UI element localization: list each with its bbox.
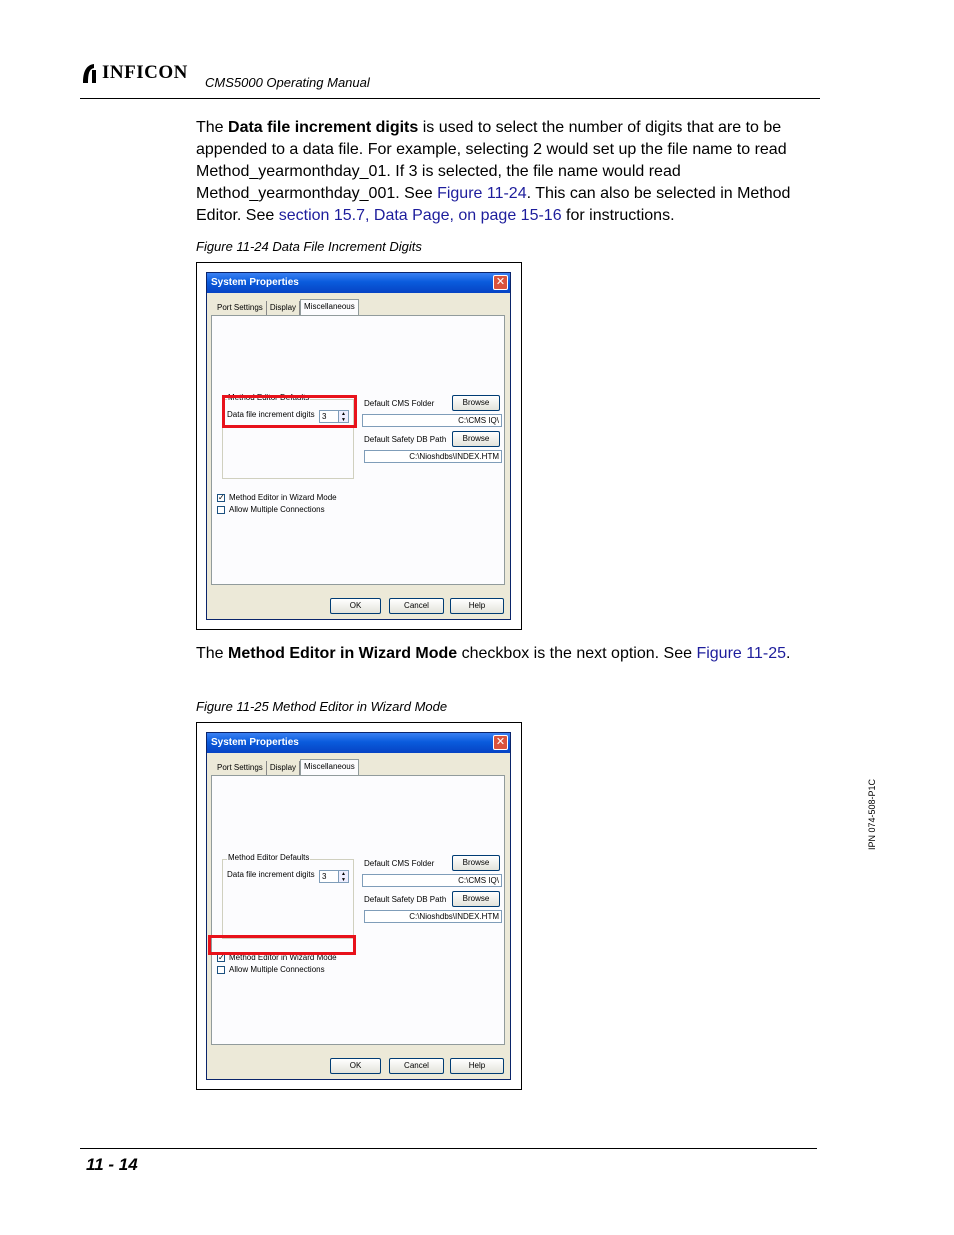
tab-port-settings[interactable]: Port Settings (214, 761, 267, 775)
cancel-button[interactable]: Cancel (389, 598, 444, 614)
text: The (196, 645, 229, 662)
digits-label: Data file increment digits (227, 410, 315, 419)
tab-strip (214, 299, 359, 315)
cancel-button[interactable]: Cancel (389, 1058, 444, 1074)
dialog-titlebar (207, 733, 510, 753)
link-figure-11-24[interactable]: Figure 11-24 (437, 185, 527, 202)
multi-connections-label: Allow Multiple Connections (229, 505, 325, 514)
bold-term: Data file increment digits (228, 119, 419, 136)
safety-db-input[interactable]: C:\Nioshdbs\INDEX.HTM (364, 910, 502, 923)
wizard-mode-label: Method Editor in Wizard Mode (229, 493, 337, 502)
figure-caption: Figure 11-25 Method Editor in Wizard Mode (196, 699, 448, 714)
tab-display[interactable]: Display (267, 301, 300, 315)
ok-button[interactable]: OK (330, 1058, 381, 1074)
dialog-titlebar (207, 273, 510, 293)
tab-panel (211, 775, 505, 1045)
manual-title: CMS5000 Operating Manual (205, 75, 370, 90)
highlight-box (222, 395, 357, 428)
text: for instructions. (561, 207, 675, 224)
tab-miscellaneous[interactable]: Miscellaneous (300, 299, 359, 316)
text: . This can also be selected in Method Editor. See (196, 185, 791, 224)
dialog-title: System Properties (211, 277, 299, 288)
paragraph-wizard-mode (196, 643, 821, 665)
help-button[interactable]: Help (450, 598, 504, 614)
inficon-logo-icon (80, 62, 100, 84)
ok-button[interactable]: OK (330, 598, 381, 614)
link-figure-11-25[interactable]: Figure 11-25 (696, 645, 786, 662)
close-icon[interactable]: ✕ (493, 275, 508, 290)
close-icon[interactable]: ✕ (493, 735, 508, 750)
digits-spinner[interactable]: ▲ ▼ (338, 870, 349, 883)
digits-spinner[interactable]: ▲ ▼ (338, 410, 349, 423)
tab-panel (211, 315, 505, 585)
cms-folder-label: Default CMS Folder (364, 859, 435, 868)
logo-text: INFICON (102, 62, 188, 83)
inficon-logo (80, 60, 188, 86)
ipn-label: IPN 074-508-P1C (867, 778, 877, 850)
system-properties-dialog (206, 732, 511, 1080)
browse-cms-button[interactable]: Browse (452, 395, 500, 411)
digits-input[interactable]: 3 (319, 410, 339, 423)
text: The (196, 119, 229, 136)
multi-connections-label: Allow Multiple Connections (229, 965, 325, 974)
browse-safety-db-button[interactable]: Browse (452, 891, 500, 907)
bold-term: Method Editor in Wizard Mode (228, 645, 458, 662)
tab-strip (214, 759, 359, 775)
text: checkbox is the next option. See (457, 645, 697, 662)
header-rule (80, 98, 820, 99)
digits-input[interactable]: 3 (319, 870, 339, 883)
group-title: Method Editor Defaults (228, 393, 310, 402)
figure-caption: Figure 11-24 Data File Increment Digits (196, 239, 422, 254)
system-properties-dialog (206, 272, 511, 620)
cms-folder-label: Default CMS Folder (364, 399, 435, 408)
browse-safety-db-button[interactable]: Browse (452, 431, 500, 447)
tab-port-settings[interactable]: Port Settings (214, 301, 267, 315)
method-editor-defaults-group (222, 853, 354, 939)
cms-folder-input[interactable]: C:\CMS IQ\ (362, 414, 502, 427)
page-number: 11 - 14 (86, 1155, 138, 1174)
digits-label: Data file increment digits (227, 870, 315, 879)
figure-11-25 (196, 722, 522, 1090)
dialog-title: System Properties (211, 737, 299, 748)
cms-folder-input[interactable]: C:\CMS IQ\ (362, 874, 502, 887)
multi-connections-checkbox[interactable] (217, 966, 225, 974)
group-title: Method Editor Defaults (228, 853, 310, 862)
safety-db-input[interactable]: C:\Nioshdbs\INDEX.HTM (364, 450, 502, 463)
help-button[interactable]: Help (450, 1058, 504, 1074)
multi-connections-checkbox[interactable] (217, 506, 225, 514)
safety-db-label: Default Safety DB Path (364, 435, 447, 444)
text: . (785, 645, 791, 662)
figure-11-24 (196, 262, 522, 630)
footer-rule (80, 1148, 817, 1149)
highlight-box (208, 935, 356, 955)
text: is used to select the number of digits that are to be appended to a data file. For example, selecting 2 would set up the file name to read Method_yearmonthday_01. If 3 is selected, the file name would read Method_yearmonthday_001. See (196, 119, 787, 202)
wizard-mode-checkbox[interactable]: ✓ (218, 953, 225, 962)
tab-miscellaneous[interactable]: Miscellaneous (300, 759, 359, 776)
tab-display[interactable]: Display (267, 761, 300, 775)
link-section-15-7[interactable]: section 15.7, Data Page, on page 15-16 (278, 207, 562, 224)
wizard-mode-checkbox[interactable]: ✓ (218, 493, 225, 502)
safety-db-label: Default Safety DB Path (364, 895, 447, 904)
browse-cms-button[interactable]: Browse (452, 855, 500, 871)
wizard-mode-label: Method Editor in Wizard Mode (229, 953, 337, 962)
paragraph-data-file-digits (196, 117, 821, 227)
